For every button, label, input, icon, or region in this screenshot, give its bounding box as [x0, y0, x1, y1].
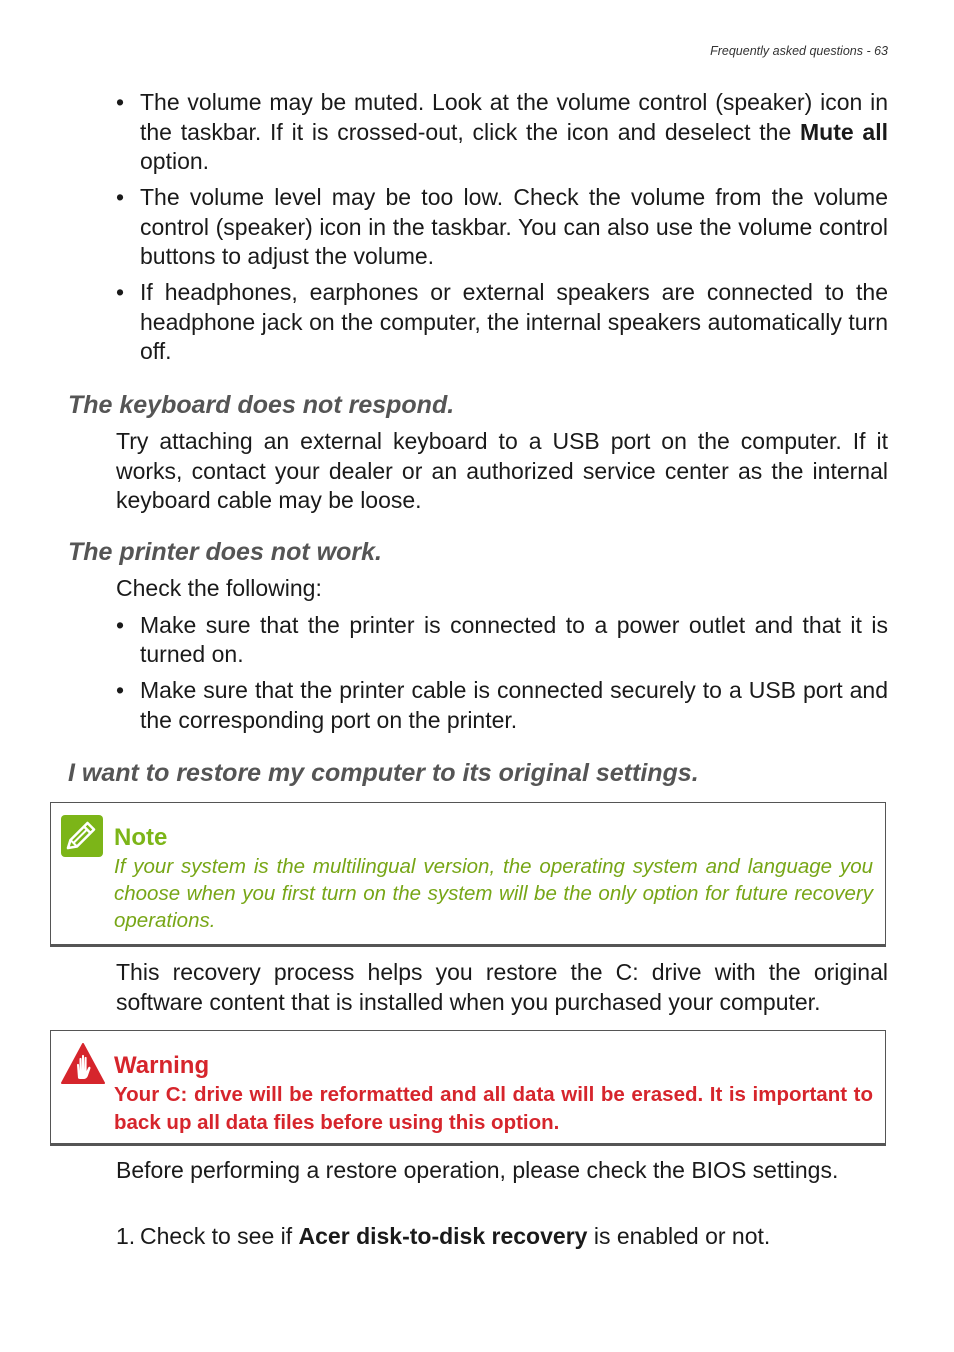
audio-bullet-list: [116, 88, 888, 373]
warning-title: Warning: [114, 1052, 210, 1079]
step-1: 1. Check to see if Acer disk-to-disk recovery is enabled or not.: [116, 1222, 888, 1252]
page-header: Frequently asked questions - 63: [710, 44, 888, 58]
disk-to-disk-term: Acer disk-to-disk recovery: [298, 1223, 588, 1249]
keyboard-body: Try attaching an external keyboard to a USB port on the computer. If it works, contact your dealer or an authorized service center as the internal keyboard cable may be loose.: [116, 428, 888, 513]
keyboard-section: [116, 427, 888, 516]
printer-bullet-power: • Make sure that the printer is connected to a power outlet and that it is turned on.: [116, 611, 888, 670]
recovery-para: This recovery process helps you restore the C: drive with the original software content that is installed when you purchased your computer.: [116, 959, 888, 1015]
note-callout: [50, 802, 886, 947]
printer-bullet-cable: • Make sure that the printer cable is connected securely to a USB port and the corresponding port on the printer.: [116, 676, 888, 735]
bullet-item-headphones: • If headphones, earphones or external speakers are connected to the headphone jack on the computer, the internal speakers automatically turn off.: [116, 278, 888, 367]
warning-content: [114, 1051, 873, 1137]
warning-text: Your C: drive will be reformatted and all data will be erased. It is important to back up all data files before using this option.: [114, 1083, 873, 1134]
restore-heading: I want to restore my computer to its original settings.: [68, 759, 699, 787]
keyboard-heading: The keyboard does not respond.: [68, 391, 455, 419]
note-text: If your system is the multilingual version, the operating system and language you choose when you first turn on the system will be the only option for future recovery operations.: [114, 855, 873, 932]
note-pencil-icon: [61, 815, 103, 857]
printer-intro: Check the following:: [116, 575, 322, 601]
mute-all-term: Mute all: [800, 118, 889, 145]
bios-description: [116, 1156, 888, 1186]
bullet-item-volume-low: • The volume level may be too low. Check the volume from the volume control (speaker) icon in the taskbar. You can also use the volume control buttons to adjust the volume.: [116, 183, 888, 272]
warning-hand-icon: [61, 1043, 103, 1085]
bullet-item-muted: • The volume may be muted. Look at the volume control (speaker) icon in the taskbar. If it is crossed-out, click the icon and deselect the Mute all option.: [116, 88, 888, 177]
printer-section: [116, 574, 888, 742]
bios-para: Before performing a restore operation, please check the BIOS settings.: [116, 1157, 839, 1183]
step-1-number: 1.: [116, 1223, 136, 1249]
warning-callout: [50, 1030, 886, 1146]
note-content: [114, 823, 873, 934]
note-title: Note: [114, 824, 168, 851]
recovery-description: [116, 958, 888, 1017]
printer-heading: The printer does not work.: [68, 538, 382, 566]
